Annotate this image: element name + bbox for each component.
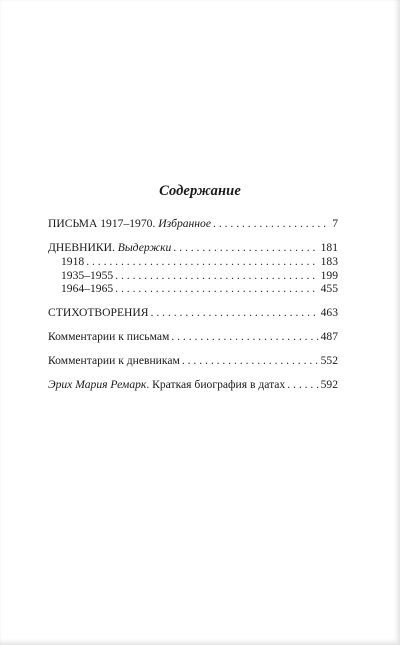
toc-entry-letters[interactable]: [48, 216, 338, 231]
toc-entry-label: Комментарии к письмам: [48, 329, 170, 343]
dot-leader: [171, 329, 318, 344]
dot-leader: [213, 216, 330, 231]
toc-entry-label: ДНЕВНИКИ. Выдержки: [48, 241, 172, 254]
toc-entry-label: Комментарии к дневникам: [48, 353, 180, 367]
dot-leader: [182, 353, 319, 368]
toc-page-number: 181: [320, 241, 338, 254]
toc-page-number: 552: [320, 353, 338, 367]
toc-page-number: 463: [320, 305, 338, 319]
toc-subentry-1935-1955[interactable]: [48, 269, 338, 283]
dot-leader: [115, 269, 318, 283]
toc-entry-biography[interactable]: [48, 377, 338, 392]
dot-leader: [115, 282, 318, 296]
toc-page-number: 183: [320, 255, 338, 268]
dot-leader: [151, 305, 319, 320]
toc-entry-label: 1964–1965: [61, 282, 114, 295]
toc-entry-label: ПИСЬМА 1917–1970. Избранное: [48, 217, 212, 230]
toc-entry-label: 1918: [61, 255, 85, 268]
toc-entry-letters-comments[interactable]: [48, 329, 338, 344]
toc-entry-poems[interactable]: [48, 305, 338, 320]
toc-page-number: 199: [320, 268, 338, 282]
dot-leader: [287, 377, 318, 392]
toc-entry-diaries[interactable]: [48, 240, 338, 255]
contents-title: Содержание: [159, 183, 241, 199]
dot-leader: [86, 255, 318, 269]
table-of-contents: [48, 216, 338, 392]
toc-entry-label: 1935–1955: [61, 268, 114, 282]
toc-page-number: 455: [320, 282, 338, 295]
toc-entry-diaries-comments[interactable]: [48, 353, 338, 368]
toc-page-number: 592: [320, 377, 338, 391]
dot-leader: [173, 240, 318, 255]
toc-page-number: 487: [320, 329, 338, 343]
toc-subentry-1918[interactable]: [48, 255, 338, 269]
toc-subentry-1964-1965[interactable]: [48, 282, 338, 296]
toc-page-number: 7: [332, 217, 338, 230]
toc-entry-label: СТИХОТВОРЕНИЯ: [48, 305, 149, 319]
toc-entry-label: Эрих Мария Ремарк. Краткая биография в датах: [48, 377, 286, 391]
